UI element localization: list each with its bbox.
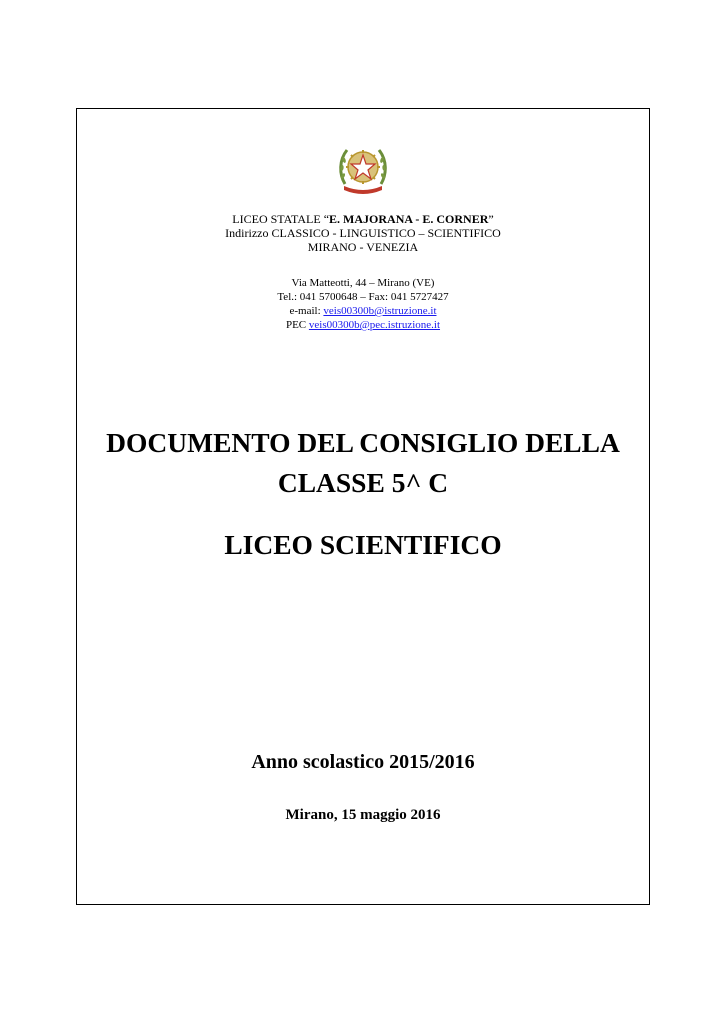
title-line-2: CLASSE 5^ C — [277, 467, 449, 498]
school-address-line: Indirizzo CLASSICO - LINGUISTICO – SCIENTIFICO — [225, 226, 501, 240]
school-name-line: LICEO STATALE “E. MAJORANA - E. CORNER” — [232, 212, 494, 226]
place-date: Mirano, 15 maggio 2016 — [285, 807, 441, 823]
document-title — [76, 423, 650, 503]
school-city-line: MIRANO - VENEZIA — [307, 240, 419, 254]
phone-fax: Tel.: 041 5700648 – Fax: 041 5727427 — [277, 291, 449, 303]
street-address: Via Matteotti, 44 – Mirano (VE) — [291, 277, 435, 289]
email-line: e-mail: veis00300b@istruzione.it — [289, 305, 437, 317]
school-header — [76, 212, 650, 254]
pec-line: PEC veis00300b@pec.istruzione.it — [285, 319, 441, 331]
school-name: E. MAJORANA - E. CORNER — [329, 212, 489, 226]
email-link[interactable]: veis00300b@istruzione.it — [323, 305, 437, 317]
school-contacts — [76, 276, 650, 332]
title-line-1: DOCUMENTO DEL CONSIGLIO DELLA — [106, 427, 620, 458]
document-subtitle: LICEO SCIENTIFICO — [224, 529, 502, 560]
italian-republic-emblem-icon — [335, 140, 391, 196]
pec-link[interactable]: veis00300b@pec.istruzione.it — [308, 319, 441, 331]
school-year: Anno scolastico 2015/2016 — [251, 751, 475, 773]
